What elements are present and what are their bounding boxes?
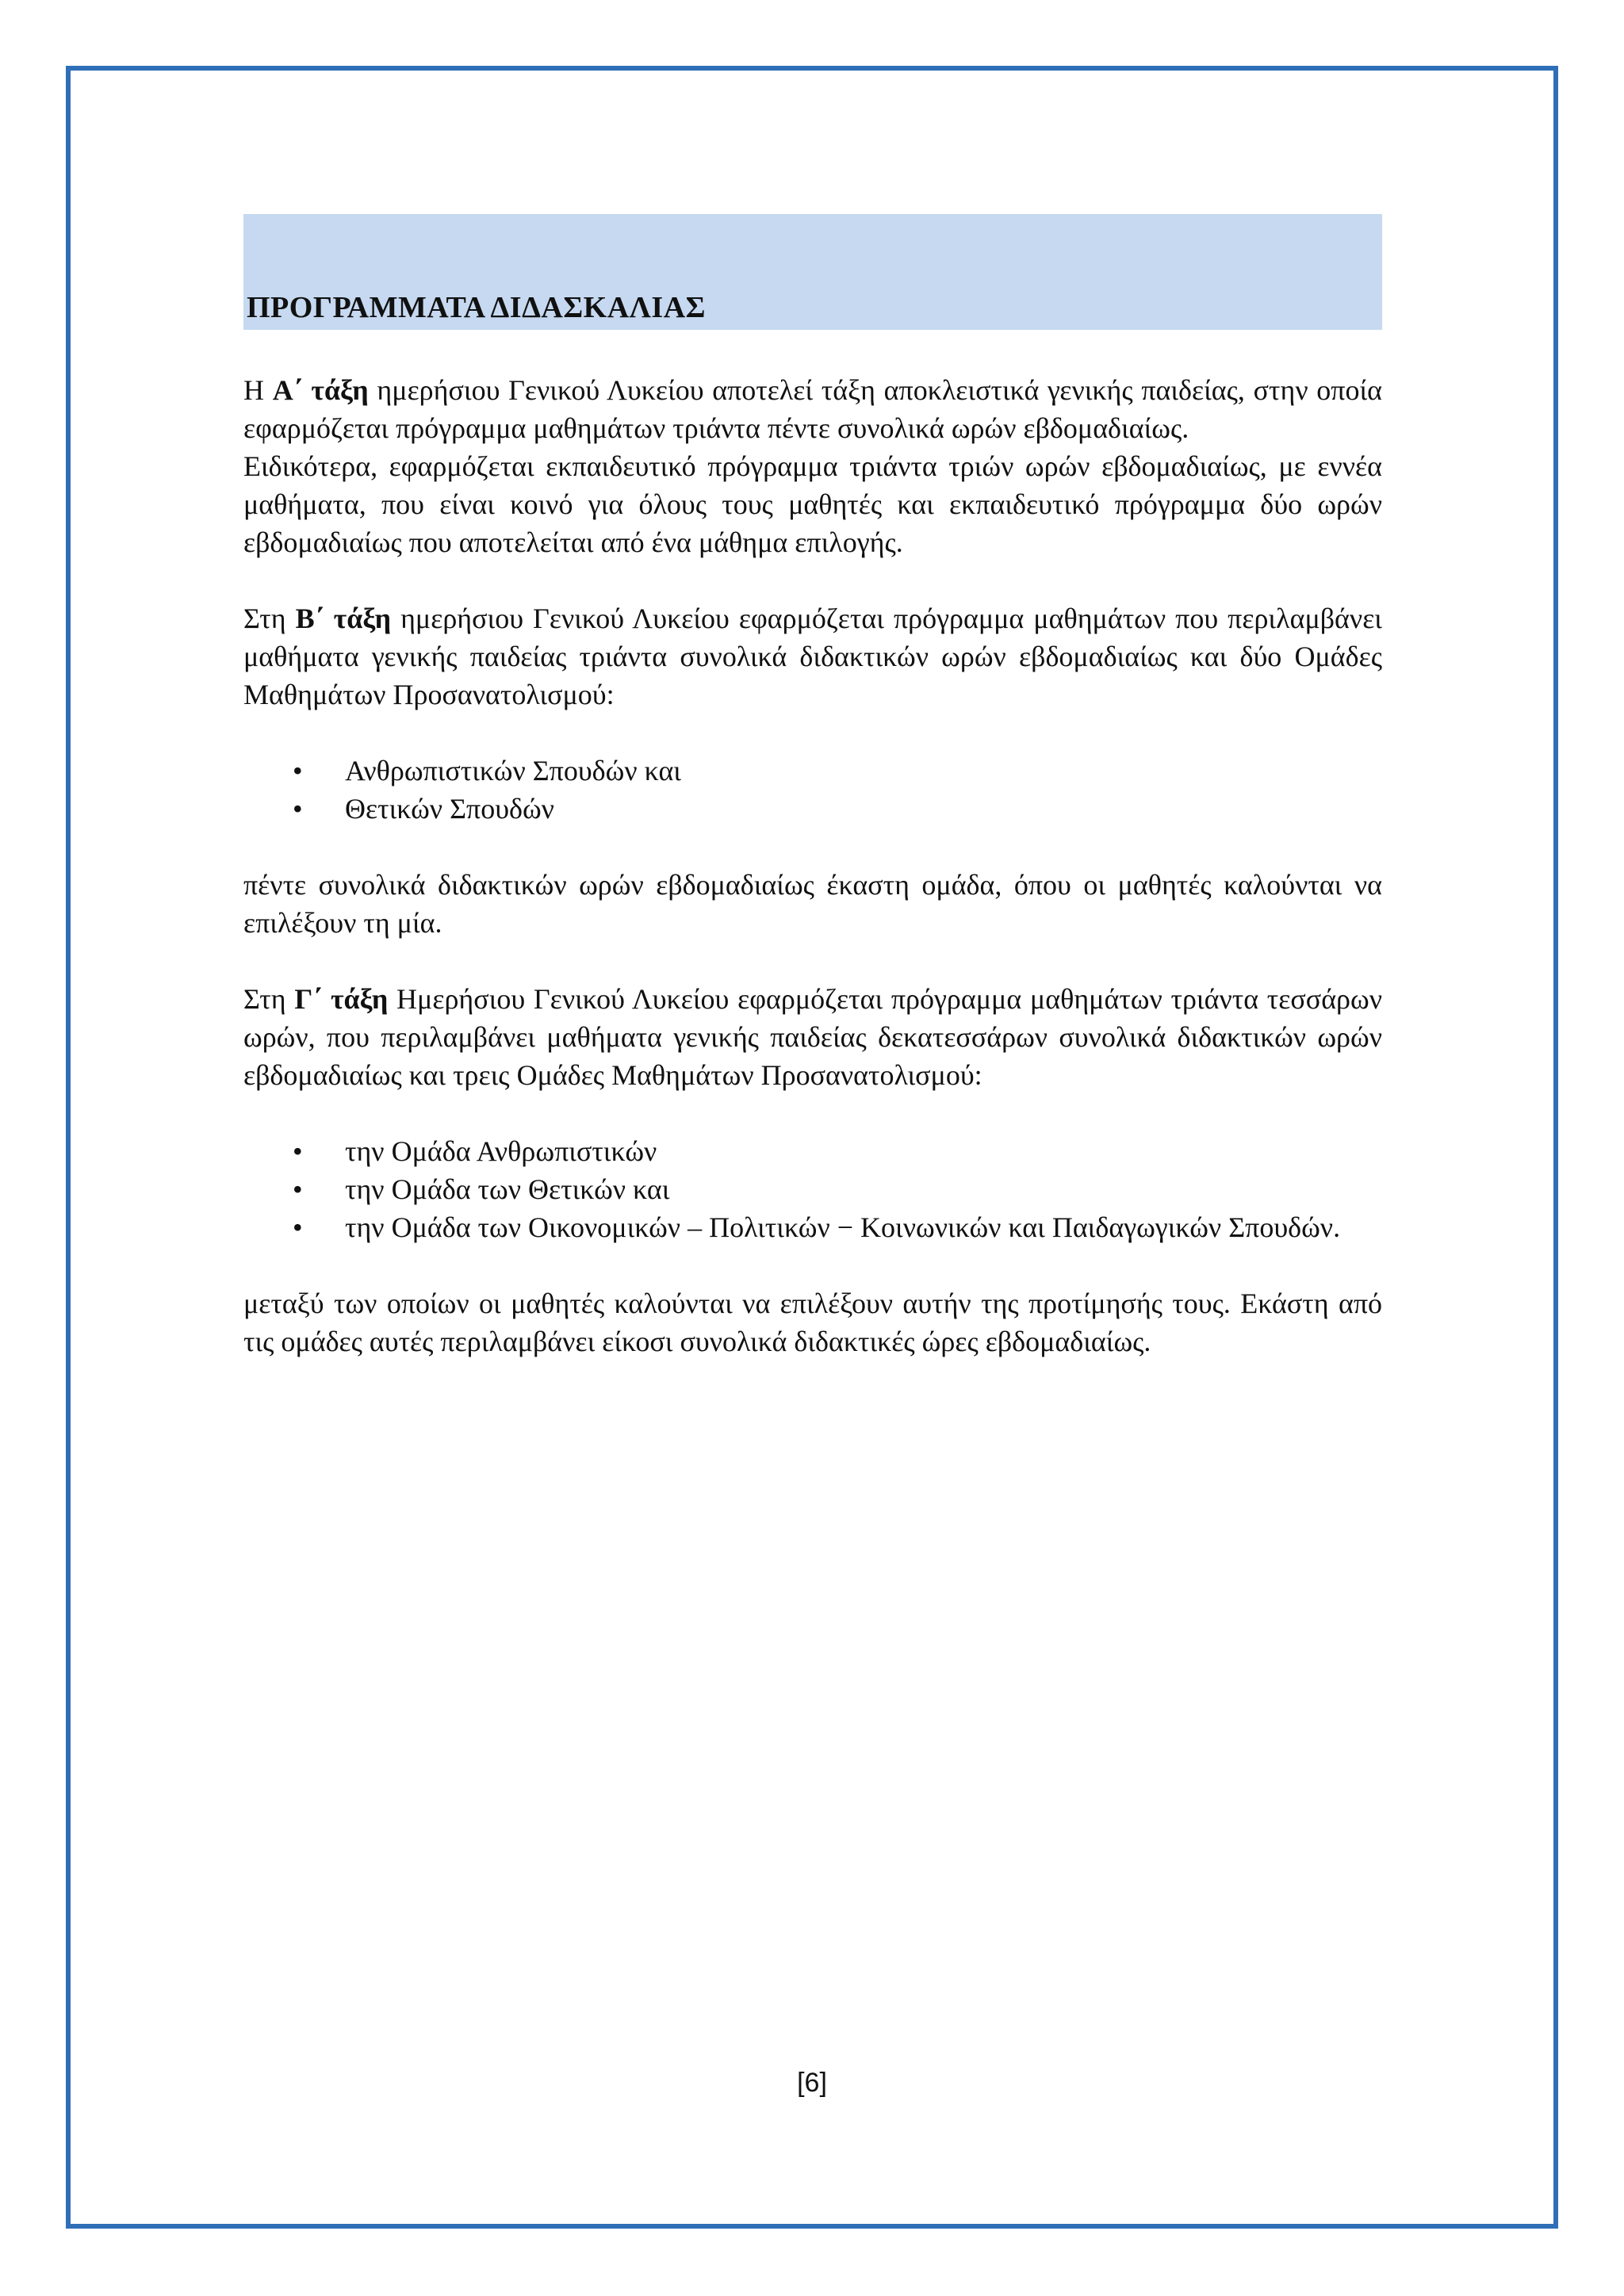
paragraph-class-c bbox=[243, 980, 1382, 1094]
paragraph-class-a-details: Ειδικότερα, εφαρμόζεται εκπαιδευτικό πρόγραμμα τριάντα τριών ωρών εβδομαδιαίως, με εννέα μαθήματα, που είναι κοινό για όλους τους μαθητές και εκπαιδευτικό πρόγραμμα δύο ωρών εβδομαδιαίως που αποτελείται από ένα μάθημα επιλογής. bbox=[243, 450, 1382, 558]
list-item: • Θετικών Σπουδών bbox=[243, 790, 1382, 828]
paragraph-prefix: Στη bbox=[243, 983, 295, 1015]
list-item: • Ανθρωπιστικών Σπουδών και bbox=[243, 752, 1382, 790]
list-item: • την Ομάδα των Θετικών και bbox=[243, 1170, 1382, 1208]
page-number: [6] bbox=[797, 2068, 827, 2098]
class-b-groups-list bbox=[243, 752, 1382, 828]
paragraph-body: ημερήσιου Γενικού Λυκείου αποτελεί τάξη αποκλειστικά γενικής παιδείας, στην οποία εφαρμόζεται πρόγραμμα μαθημάτων τριάντα πέντε συνολικά ωρών εβδομαδιαίως. bbox=[243, 374, 1383, 444]
class-c-label: Γ΄ τάξη bbox=[294, 983, 389, 1015]
paragraph-prefix: Στη bbox=[243, 603, 296, 634]
class-c-groups-list bbox=[243, 1132, 1382, 1246]
paragraph-prefix: Η bbox=[243, 374, 273, 406]
paragraph-body: ημερήσιου Γενικού Λυκείου εφαρμόζεται πρόγραμμα μαθημάτων που περιλαμβάνει μαθήματα γενικής παιδείας τριάντα συνολικά διδακτικών ωρών εβδομαδιαίως και δύο Ομάδες Μαθημάτων Προσανατολισμού: bbox=[243, 603, 1382, 710]
class-a-label: Α΄ τάξη bbox=[272, 374, 369, 406]
list-item: • την Ομάδα των Οικονομικών – Πολιτικών − Κοινωνικών και Παιδαγωγικών Σπουδών. bbox=[243, 1208, 1382, 1246]
list-item: • την Ομάδα Ανθρωπιστικών bbox=[243, 1132, 1382, 1170]
paragraph-class-a bbox=[243, 371, 1382, 447]
page-title: ΠΡΟΓΡΑΜΜΑΤΑ ΔΙΔΑΣΚΑΛΙΑΣ bbox=[247, 291, 706, 324]
paragraph-class-b bbox=[243, 599, 1382, 714]
class-b-label: Β΄ τάξη bbox=[295, 603, 392, 634]
paragraph-class-c-choice: μεταξύ των οποίων οι μαθητές καλούνται να επιλέξουν αυτήν της προτίμησής τους. Εκάστη από τις ομάδες αυτές περιλαμβάνει είκοσι συνολικά διδακτικές ώρες εβδομαδιαίως. bbox=[243, 1288, 1382, 1357]
paragraph-class-b-hours: πέντε συνολικά διδακτικών ωρών εβδομαδιαίως έκαστη ομάδα, όπου οι μαθητές καλούνται να επιλέξουν τη μία. bbox=[243, 869, 1382, 939]
paragraph-body: Ημερήσιου Γενικού Λυκείου εφαρμόζεται πρόγραμμα μαθημάτων τριάντα τεσσάρων ωρών, που περιλαμβάνει μαθήματα γενικής παιδείας δεκατεσσάρων συνολικά διδακτικών ωρών εβδομαδιαίως και τρεις Ομάδες Μαθημάτων Προσανατολισμού: bbox=[243, 983, 1382, 1091]
heading-band bbox=[243, 214, 1382, 330]
document-body bbox=[243, 214, 1382, 1360]
